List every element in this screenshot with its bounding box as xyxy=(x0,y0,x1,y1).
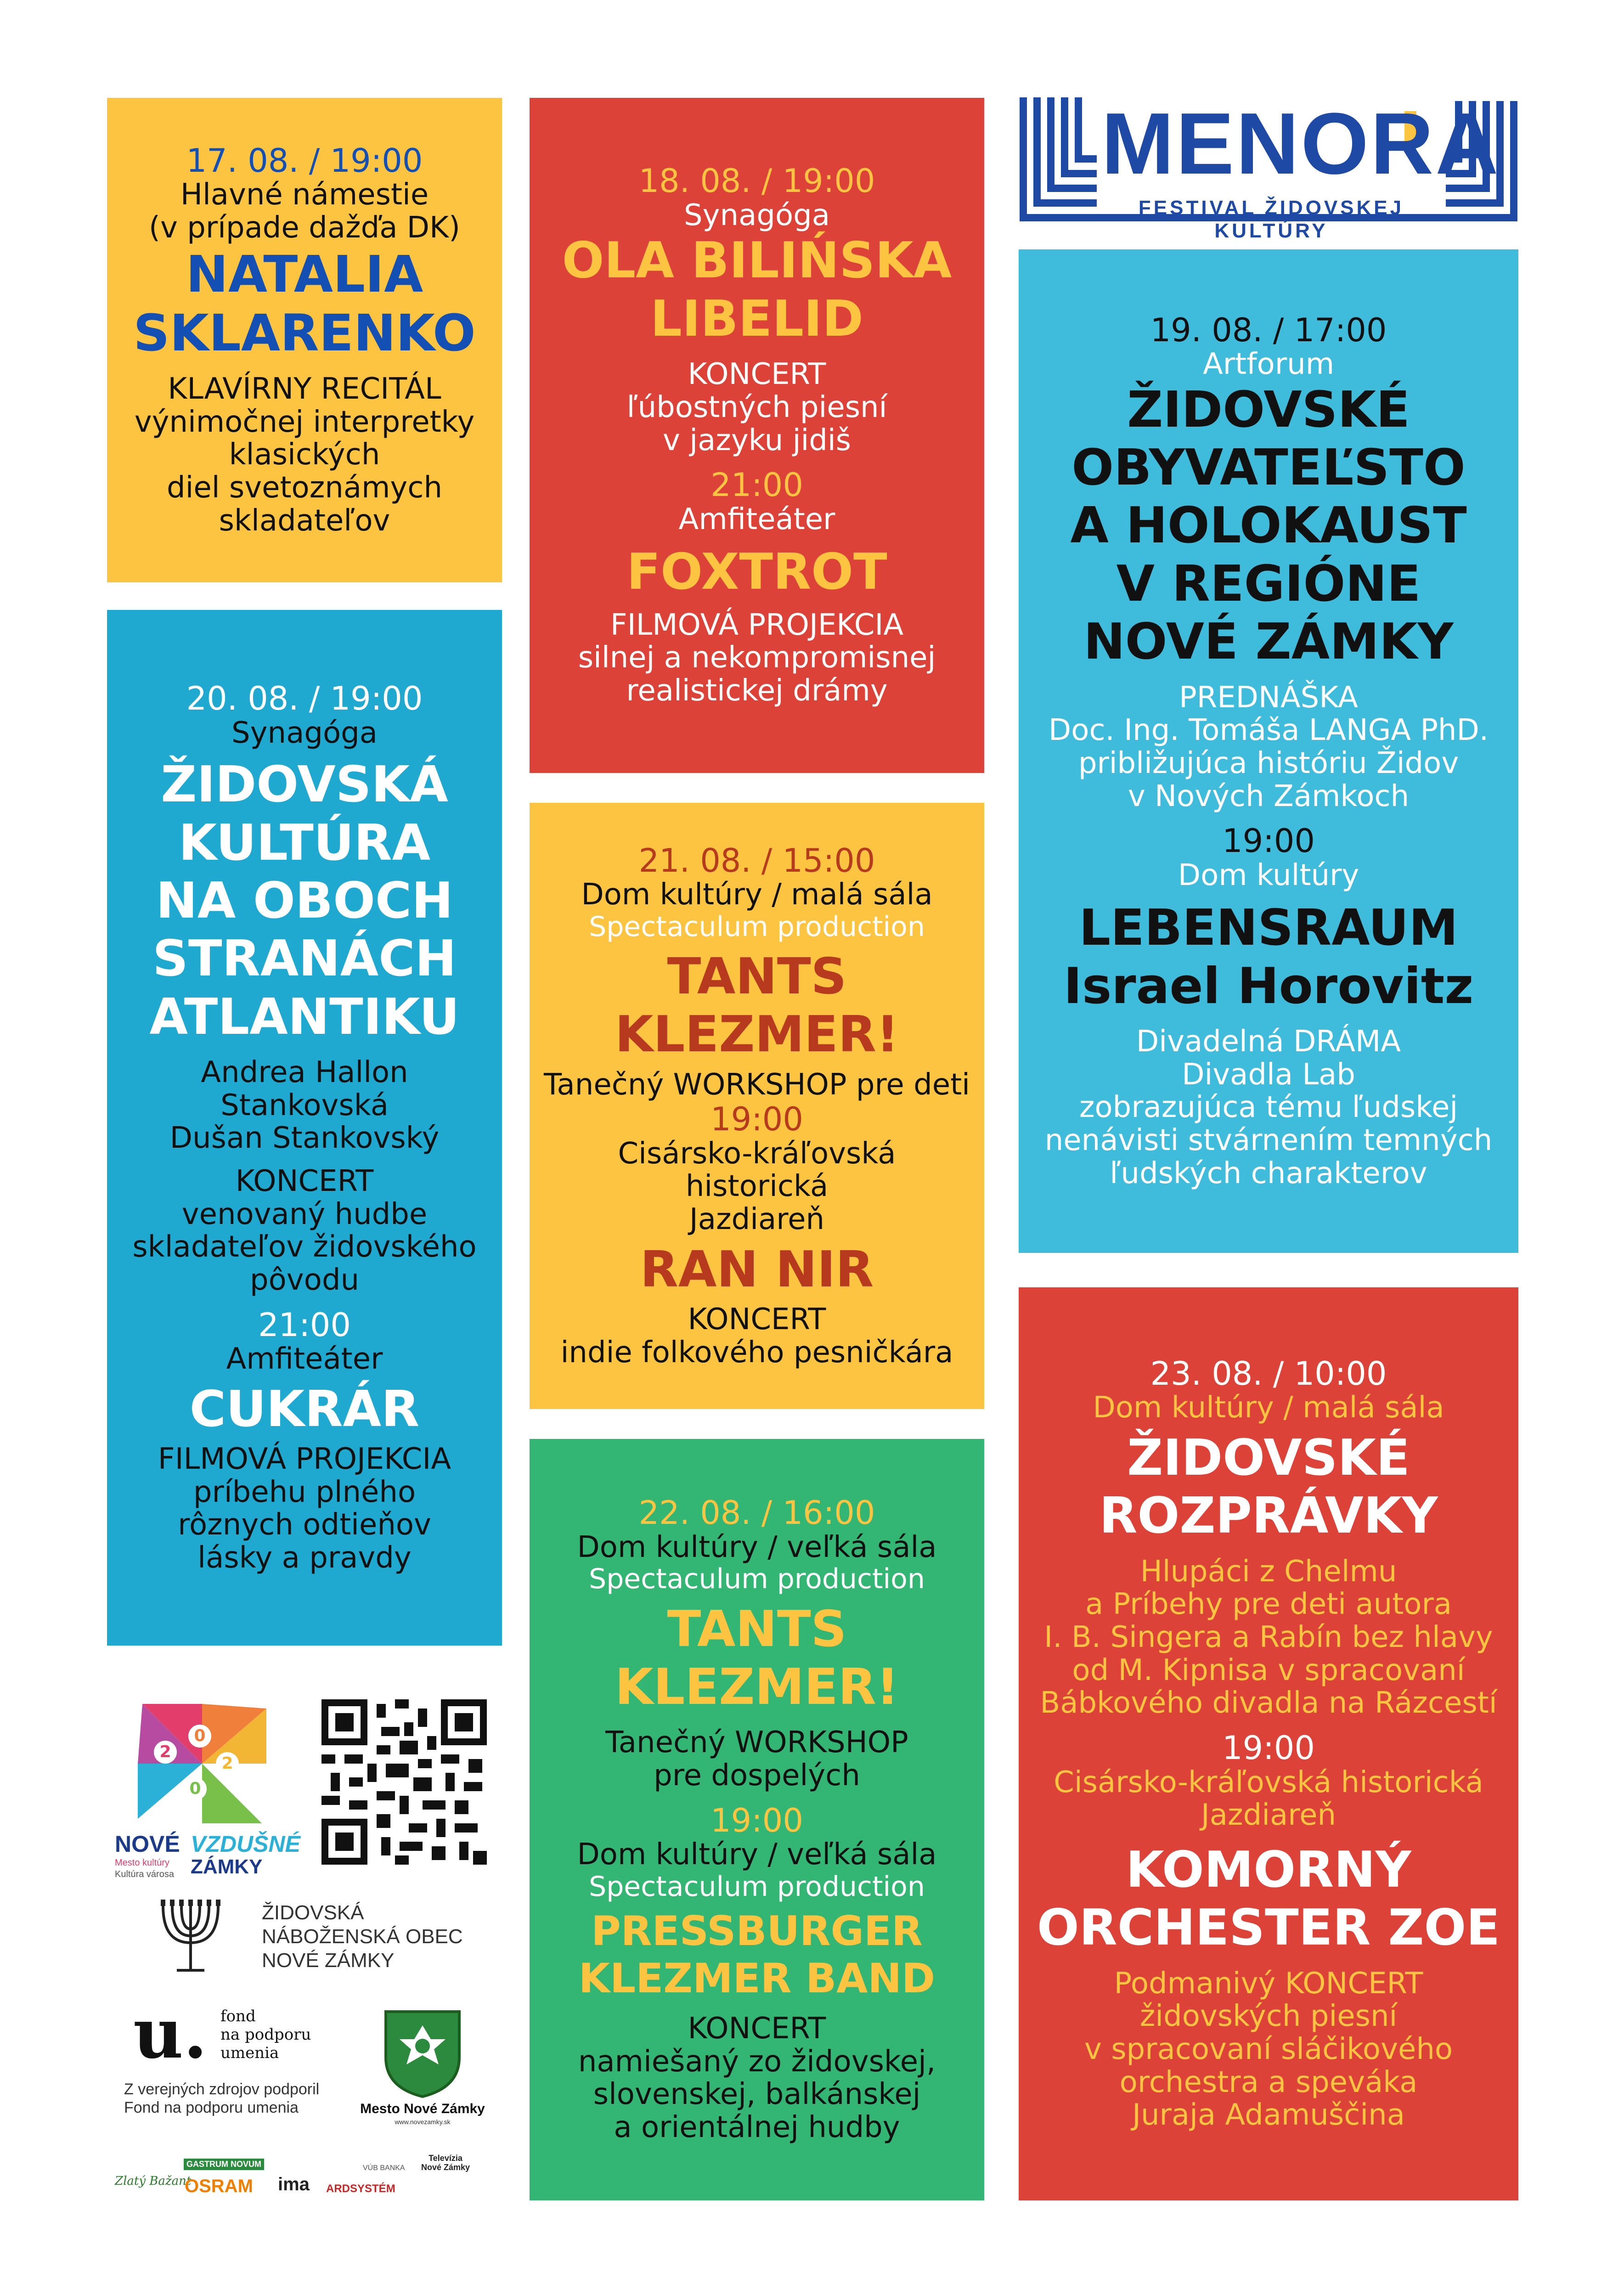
event-time: 21:00 xyxy=(710,466,803,504)
event-title: TANTS xyxy=(667,1600,847,1658)
event-date: 19. 08. / 17:00 xyxy=(1150,311,1387,349)
menora-logo xyxy=(1019,95,1518,242)
event-title: CUKRÁR xyxy=(189,1380,420,1438)
nz-nove: NOVÉ xyxy=(115,1831,180,1857)
event-desc: Tanečný WORKSHOP xyxy=(605,1725,908,1760)
event-title: Israel Horovitz xyxy=(1063,957,1474,1015)
event-desc: slovenskej, balkánskej xyxy=(593,2077,921,2112)
zno-line: NÁBOŽENSKÁ OBEC xyxy=(262,1925,463,1948)
qr-code[interactable] xyxy=(321,1699,487,1865)
event-desc: KONCERT xyxy=(235,1164,374,1199)
event-place: Cisársko-kráľovská historická xyxy=(1054,1765,1483,1799)
event-title: ŽIDOVSKÁ xyxy=(161,756,448,814)
fpu-note: Fond na podporu umenia xyxy=(124,2099,299,2116)
event-desc: venovaný hudbe xyxy=(181,1197,428,1231)
event-date: 21. 08. / 15:00 xyxy=(638,841,875,880)
mesto-url: www.novezamky.sk xyxy=(395,2118,451,2126)
event-title: KULTÚRA xyxy=(178,814,431,872)
event-title: ORCHESTER ZOE xyxy=(1037,1899,1500,1957)
event-title: NA OBOCH xyxy=(156,872,453,930)
windmill-icon xyxy=(133,1699,271,1828)
event-title: TANTS xyxy=(667,947,847,1005)
event-title: ŽIDOVSKÉ xyxy=(1127,381,1410,439)
event-desc: skladateľov xyxy=(219,503,390,538)
event-card-2308 xyxy=(1019,1287,1518,2200)
event-desc: ľúbostných piesní xyxy=(626,390,887,424)
qr-code-icon xyxy=(321,1699,487,1865)
event-desc: Hlupáci z Chelmu xyxy=(1140,1554,1397,1589)
event-desc: I. B. Singera a Rabín bez hlavy xyxy=(1044,1620,1493,1655)
mesto-label: Mesto Nové Zámky xyxy=(360,2101,485,2116)
event-desc: lásky a pravdy xyxy=(197,1541,412,1575)
sponsor-zlaty-bazant: Zlatý Bažant xyxy=(115,2174,192,2188)
event-desc: v jazyku jidiš xyxy=(663,423,851,457)
event-desc: Juraja Adamuščina xyxy=(1132,2098,1405,2132)
event-desc: Tanečný WORKSHOP pre deti xyxy=(544,1067,970,1102)
event-time: 19:00 xyxy=(710,1801,803,1839)
event-title: KLEZMER BAND xyxy=(578,1954,936,2002)
event-title: STRANÁCH xyxy=(152,930,457,988)
event-desc: KONCERT xyxy=(688,1303,826,1337)
event-title: ŽIDOVSKÉ xyxy=(1127,1429,1410,1487)
sponsor-ardsystem: ARDSYSTÉM xyxy=(326,2182,395,2195)
sponsor-ima: ima xyxy=(278,2174,310,2194)
event-desc: skladateľov židovského xyxy=(132,1230,477,1264)
event-place: Synagóga xyxy=(231,716,378,750)
event-desc: a Príbehy pre deti autora xyxy=(1085,1587,1452,1622)
fpu-note: Z verejných zdrojov podporil xyxy=(124,2081,320,2098)
event-desc: namiešaný zo židovskej, xyxy=(578,2044,936,2079)
fpu-text: fond xyxy=(220,2007,256,2025)
fpu-mark: u. xyxy=(133,1993,208,2074)
event-place: Cisársko-kráľovská historická xyxy=(618,1136,896,1204)
nz-small2: Kultúra városa xyxy=(115,1869,174,1879)
event-desc: židovských piesní xyxy=(1139,1999,1398,2034)
event-desc: klasických xyxy=(229,438,380,472)
event-title: KLEZMER! xyxy=(615,1006,899,1064)
event-place: Amfiteáter xyxy=(226,1342,383,1376)
year-digit: 2 xyxy=(154,1741,177,1764)
event-title: NATALIA xyxy=(186,244,423,304)
event-desc: v spracovaní sláčikového xyxy=(1084,2032,1453,2066)
event-place: Amfiteáter xyxy=(678,502,835,536)
sponsor-televizia: Televízia Nové Zámky xyxy=(421,2154,470,2172)
year-digit: 0 xyxy=(188,1725,211,1748)
event-production: Spectaculum production xyxy=(589,910,925,943)
event-card-2008 xyxy=(107,610,502,1646)
event-desc: realistickej drámy xyxy=(626,673,888,708)
event-desc: príbehu plného xyxy=(193,1475,416,1509)
event-title: ATLANTIKU xyxy=(149,988,460,1046)
event-card-2108 xyxy=(530,803,984,1409)
event-place: Jazdiareň xyxy=(689,1202,825,1236)
event-time: 19:00 xyxy=(1222,1729,1315,1767)
fpu-text: umenia xyxy=(220,2044,279,2062)
fpu-logo xyxy=(115,1993,344,2122)
event-title: FOXTROT xyxy=(626,543,887,601)
event-desc: KLAVÍRNY RECITÁL xyxy=(168,372,441,406)
event-desc: výnimočnej interpretky xyxy=(134,405,475,439)
menora-subtitle: FESTIVAL ŽIDOVSKEJ KULTÚRY xyxy=(1138,197,1404,242)
event-desc: zobrazujúca tému ľudskej xyxy=(1079,1090,1458,1125)
year-digit: 0 xyxy=(184,1777,207,1800)
event-place: Artforum xyxy=(1202,347,1335,382)
event-performer: Andrea Hallon xyxy=(201,1055,408,1090)
event-card-1908 xyxy=(1019,249,1518,1253)
event-desc: ľudských charakterov xyxy=(1110,1156,1427,1190)
event-production: Spectaculum production xyxy=(589,1563,925,1596)
event-title: LEBENSRAUM xyxy=(1079,899,1458,957)
zno-logo xyxy=(156,1897,505,1979)
nove-zamky-logo xyxy=(115,1699,308,1883)
event-desc: Podmanivý KONCERT xyxy=(1114,1966,1423,2001)
coat-of-arms-icon xyxy=(381,2007,464,2099)
nz-zamky: ZÁMKY xyxy=(191,1855,263,1878)
event-desc: KONCERT xyxy=(688,357,826,392)
menorah-icon xyxy=(156,1897,225,1975)
event-desc: nenávisti stvárnením temných xyxy=(1044,1123,1493,1157)
event-desc: približujúca históriu Židov xyxy=(1078,746,1459,780)
event-place: Dom kultúry / malá sála xyxy=(581,878,933,912)
event-card-1808 xyxy=(530,98,984,773)
event-title: ROZPRÁVKY xyxy=(1099,1487,1438,1545)
event-title: SKLARENKO xyxy=(133,304,476,363)
event-desc: FILMOVÁ PROJEKCIA xyxy=(610,608,904,642)
year-digit: 2 xyxy=(216,1752,239,1775)
event-card-2208 xyxy=(530,1439,984,2200)
event-time: 21:00 xyxy=(258,1306,351,1344)
event-title: V REGIÓNE xyxy=(1116,555,1421,613)
event-title: A HOLOKAUST xyxy=(1070,497,1467,555)
sponsor-gastrum: GASTRUM NOVUM xyxy=(184,2159,264,2170)
event-time: 19:00 xyxy=(710,1100,803,1139)
fpu-text: na podporu xyxy=(220,2025,311,2044)
event-desc: silnej a nekompromisnej xyxy=(578,641,936,675)
event-title: RAN NIR xyxy=(640,1241,874,1298)
event-place: Dom kultúry / veľká sála xyxy=(577,1838,937,1872)
sponsor-vub: VÚB BANKA xyxy=(363,2164,405,2172)
event-card-1708 xyxy=(107,98,502,582)
event-date: 22. 08. / 16:00 xyxy=(638,1494,875,1532)
event-place: Hlavné námestie xyxy=(180,178,429,212)
event-production: Spectaculum production xyxy=(589,1870,925,1903)
event-desc: v Nových Zámkoch xyxy=(1128,779,1410,813)
event-performer: Stankovská xyxy=(220,1088,389,1122)
small-sponsors xyxy=(115,2154,510,2205)
event-title: PRESSBURGER xyxy=(591,1907,923,1955)
zno-line: NOVÉ ZÁMKY xyxy=(262,1949,395,1972)
sponsor-osram: OSRAM xyxy=(185,2176,253,2196)
event-place: Dom kultúry / malá sála xyxy=(1093,1391,1444,1425)
event-performer: Dušan Stankovský xyxy=(169,1121,440,1156)
event-desc: PREDNÁŠKA xyxy=(1179,680,1358,715)
event-desc: Divadla Lab xyxy=(1182,1057,1355,1092)
menora-wordmark: MENORA xyxy=(1101,95,1500,192)
event-desc: indie folkového pesničkára xyxy=(560,1335,953,1370)
zno-line: ŽIDOVSKÁ xyxy=(262,1901,364,1924)
nz-small1: Mesto kultúry xyxy=(115,1858,169,1868)
event-date: 18. 08. / 19:00 xyxy=(638,162,875,200)
event-desc: orchestra a speváka xyxy=(1119,2065,1418,2099)
event-title: OLA BILIŃSKA xyxy=(562,232,952,290)
event-desc: pôvodu xyxy=(250,1263,359,1297)
event-date: 23. 08. / 10:00 xyxy=(1150,1355,1387,1393)
event-title: NOVÉ ZÁMKY xyxy=(1083,613,1454,671)
event-desc: KONCERT xyxy=(688,2011,826,2046)
event-title: LIBELID xyxy=(650,290,863,348)
event-desc: a orientálnej hudby xyxy=(614,2110,900,2144)
nz-vzdusne: VZDUŠNÉ xyxy=(191,1831,300,1857)
event-place: Dom kultúry / veľká sála xyxy=(577,1530,937,1564)
mesto-logo xyxy=(354,2007,491,2126)
event-desc: Doc. Ing. Tomáša LANGA PhD. xyxy=(1048,713,1489,748)
event-place: Synagóga xyxy=(684,198,830,232)
event-date: 20. 08. / 19:00 xyxy=(186,680,423,718)
event-desc: diel svetoznámych xyxy=(166,470,443,505)
event-desc: rôznych odtieňov xyxy=(178,1508,431,1542)
event-desc: od M. Kipnisa v spracovaní xyxy=(1072,1653,1465,1687)
event-time: 19:00 xyxy=(1222,822,1315,860)
event-desc: Bábkového divadla na Rázcestí xyxy=(1040,1686,1497,1720)
event-title: KLEZMER! xyxy=(615,1658,899,1716)
event-desc: pre dospelých xyxy=(654,1759,860,1793)
event-title: KOMORNÝ xyxy=(1126,1841,1411,1899)
event-title: OBYVATEĽSTO xyxy=(1071,439,1466,497)
event-place: Jazdiareň xyxy=(1201,1798,1336,1833)
event-date: 17. 08. / 19:00 xyxy=(186,141,423,180)
event-place: Dom kultúry xyxy=(1178,858,1359,892)
event-desc: Divadelná DRÁMA xyxy=(1136,1024,1401,1059)
event-desc: FILMOVÁ PROJEKCIA xyxy=(158,1442,451,1477)
event-place-note: (v prípade dažďa DK) xyxy=(149,210,460,245)
